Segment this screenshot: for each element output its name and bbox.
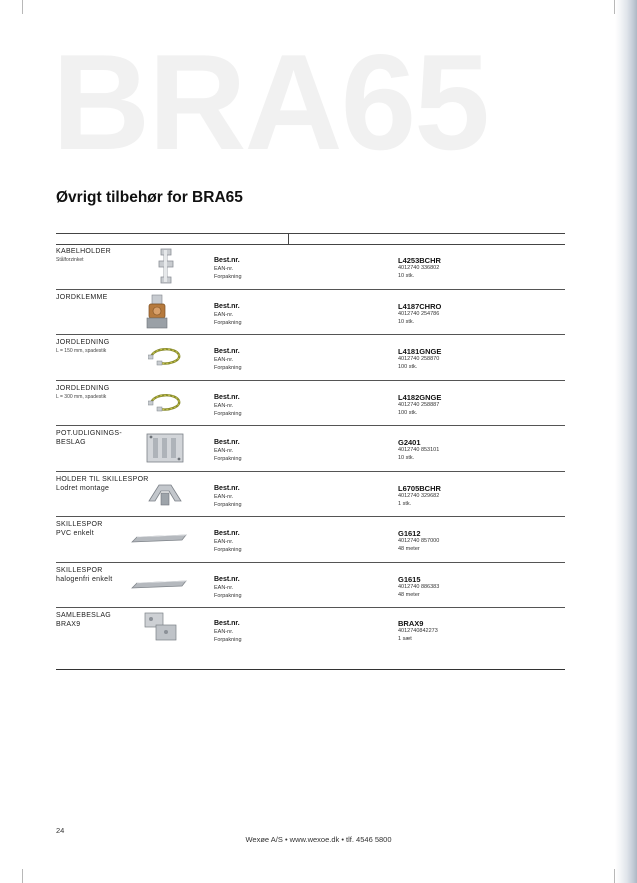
- best-nr-value: G1615: [398, 574, 421, 584]
- best-nr-value: L4181GNGE: [398, 347, 442, 356]
- ean-label: EAN-nr.: [214, 629, 234, 635]
- ean-label: EAN-nr.: [214, 448, 234, 454]
- product-subtitle: Stålforzinket: [56, 257, 84, 263]
- crop-mark: [22, 869, 23, 883]
- product-name: JORDKLEMME: [56, 293, 108, 301]
- product-name: HOLDER TIL SKILLESPOR: [56, 475, 149, 483]
- best-nr-label: Best.nr.: [214, 620, 240, 627]
- best-nr-label: Best.nr.: [214, 348, 240, 355]
- product-subtitle: BRAX9: [56, 621, 81, 628]
- best-nr-label: Best.nr.: [214, 530, 240, 537]
- best-nr-value: L4253BCHR: [398, 256, 441, 265]
- pack-label: Forpakning: [214, 637, 242, 643]
- product-name: JORDLEDNING: [56, 384, 110, 392]
- pack-value: 1 stk.: [398, 500, 412, 507]
- watermark: BRA65: [52, 26, 488, 178]
- pack-label: Forpakning: [214, 456, 242, 462]
- pack-label: Forpakning: [214, 365, 242, 371]
- page-title: Øvrigt tilbehør for BRA65: [56, 189, 243, 206]
- product-name: SAMLEBESLAG: [56, 612, 112, 619]
- product-name: POT.UDLIGNINGS-: [56, 430, 122, 437]
- divider-holder-icon: [147, 481, 183, 512]
- best-nr-label: Best.nr.: [214, 302, 240, 310]
- ean-value: 4012740 258887: [398, 401, 440, 408]
- product-name: JORDLEDNING: [56, 339, 110, 346]
- best-nr-value: L4182GNGE: [398, 392, 442, 402]
- pack-label: Forpakning: [214, 274, 242, 280]
- earth-clamp-icon: [145, 294, 169, 335]
- best-nr-value: G2401: [398, 438, 421, 447]
- earth-wire-icon: [148, 343, 182, 372]
- pack-value: 48 meter: [398, 546, 420, 552]
- product-row: [56, 290, 565, 336]
- best-nr-value: L6705BCHR: [398, 483, 441, 493]
- header-divider: [288, 234, 289, 244]
- best-nr-label: Best.nr.: [214, 393, 240, 401]
- product-name: KABELHOLDER: [56, 248, 112, 255]
- ean-value: 4012740 329682: [398, 492, 440, 499]
- crop-mark: [614, 869, 615, 883]
- pack-label: Forpakning: [214, 410, 242, 417]
- pack-label: Forpakning: [214, 547, 242, 553]
- ean-label: EAN-nr.: [214, 357, 234, 363]
- cable-holder-icon: [155, 247, 177, 290]
- ean-value: 4012740 254786: [398, 310, 440, 317]
- product-name: SKILLESPOR: [56, 566, 103, 574]
- joint-bracket-icon: [142, 611, 178, 648]
- product-subtitle: halogenfri enkelt: [56, 575, 113, 583]
- ean-value: 4012740 336802: [398, 265, 440, 271]
- best-nr-value: L4187CHRO: [398, 301, 442, 311]
- ean-label: EAN-nr.: [214, 493, 234, 500]
- best-nr-label: Best.nr.: [214, 439, 240, 446]
- best-nr-label: Best.nr.: [214, 257, 240, 264]
- ean-label: EAN-nr.: [214, 539, 234, 545]
- pack-value: 100 stk.: [398, 409, 418, 416]
- product-row: [56, 244, 565, 290]
- best-nr-value: BRAX9: [398, 619, 424, 628]
- pack-value: 48 meter: [398, 591, 420, 598]
- ean-value: 4012740842273: [398, 628, 438, 634]
- product-subtitle: L = 150 mm, spadestik: [56, 348, 107, 354]
- product-row: [56, 381, 565, 427]
- divider-rail-icon: [131, 532, 187, 551]
- earth-wire-icon: [148, 389, 182, 418]
- ean-value: 4012740 886383: [398, 583, 440, 590]
- product-row: [56, 608, 565, 670]
- product-subtitle: PVC enkelt: [56, 530, 95, 537]
- product-row: [56, 563, 565, 609]
- ean-label: EAN-nr.: [214, 402, 234, 409]
- pack-value: 10 stk.: [398, 273, 415, 279]
- product-row: [56, 472, 565, 518]
- best-nr-label: Best.nr.: [214, 484, 240, 492]
- crop-mark: [614, 0, 615, 14]
- page-number: 24: [56, 826, 65, 835]
- product-subtitle: Lodret montage: [56, 484, 110, 492]
- ean-value: 4012740 258870: [398, 356, 440, 362]
- footer: Wexøe A/S • www.wexoe.dk • tlf. 4546 5800: [245, 835, 392, 844]
- pack-value: 10 stk.: [398, 455, 415, 461]
- pack-label: Forpakning: [214, 592, 242, 599]
- product-subtitle: L = 300 mm, spadestik: [56, 393, 107, 400]
- product-row: [56, 335, 565, 381]
- page-edge-strip: [615, 0, 637, 883]
- pack-value: 100 stk.: [398, 364, 418, 370]
- pack-value: 10 stk.: [398, 318, 415, 325]
- product-table: [56, 244, 565, 670]
- product-name: SKILLESPOR: [56, 521, 103, 528]
- ean-value: 4012740 853101: [398, 447, 440, 453]
- ean-label: EAN-nr.: [214, 266, 234, 272]
- best-nr-label: Best.nr.: [214, 575, 240, 583]
- product-subtitle: BESLAG: [56, 439, 86, 446]
- product-row: [56, 517, 565, 563]
- crop-mark: [22, 0, 23, 14]
- bonding-bracket-icon: [143, 431, 187, 470]
- best-nr-value: G1612: [398, 529, 421, 538]
- ean-label: EAN-nr.: [214, 311, 234, 318]
- ean-value: 4012740 857000: [398, 538, 440, 544]
- pack-label: Forpakning: [214, 319, 242, 326]
- divider-rail-icon: [131, 578, 187, 597]
- ean-label: EAN-nr.: [214, 584, 234, 591]
- product-row: [56, 426, 565, 472]
- pack-value: 1 sæt: [398, 636, 412, 642]
- pack-label: Forpakning: [214, 501, 242, 508]
